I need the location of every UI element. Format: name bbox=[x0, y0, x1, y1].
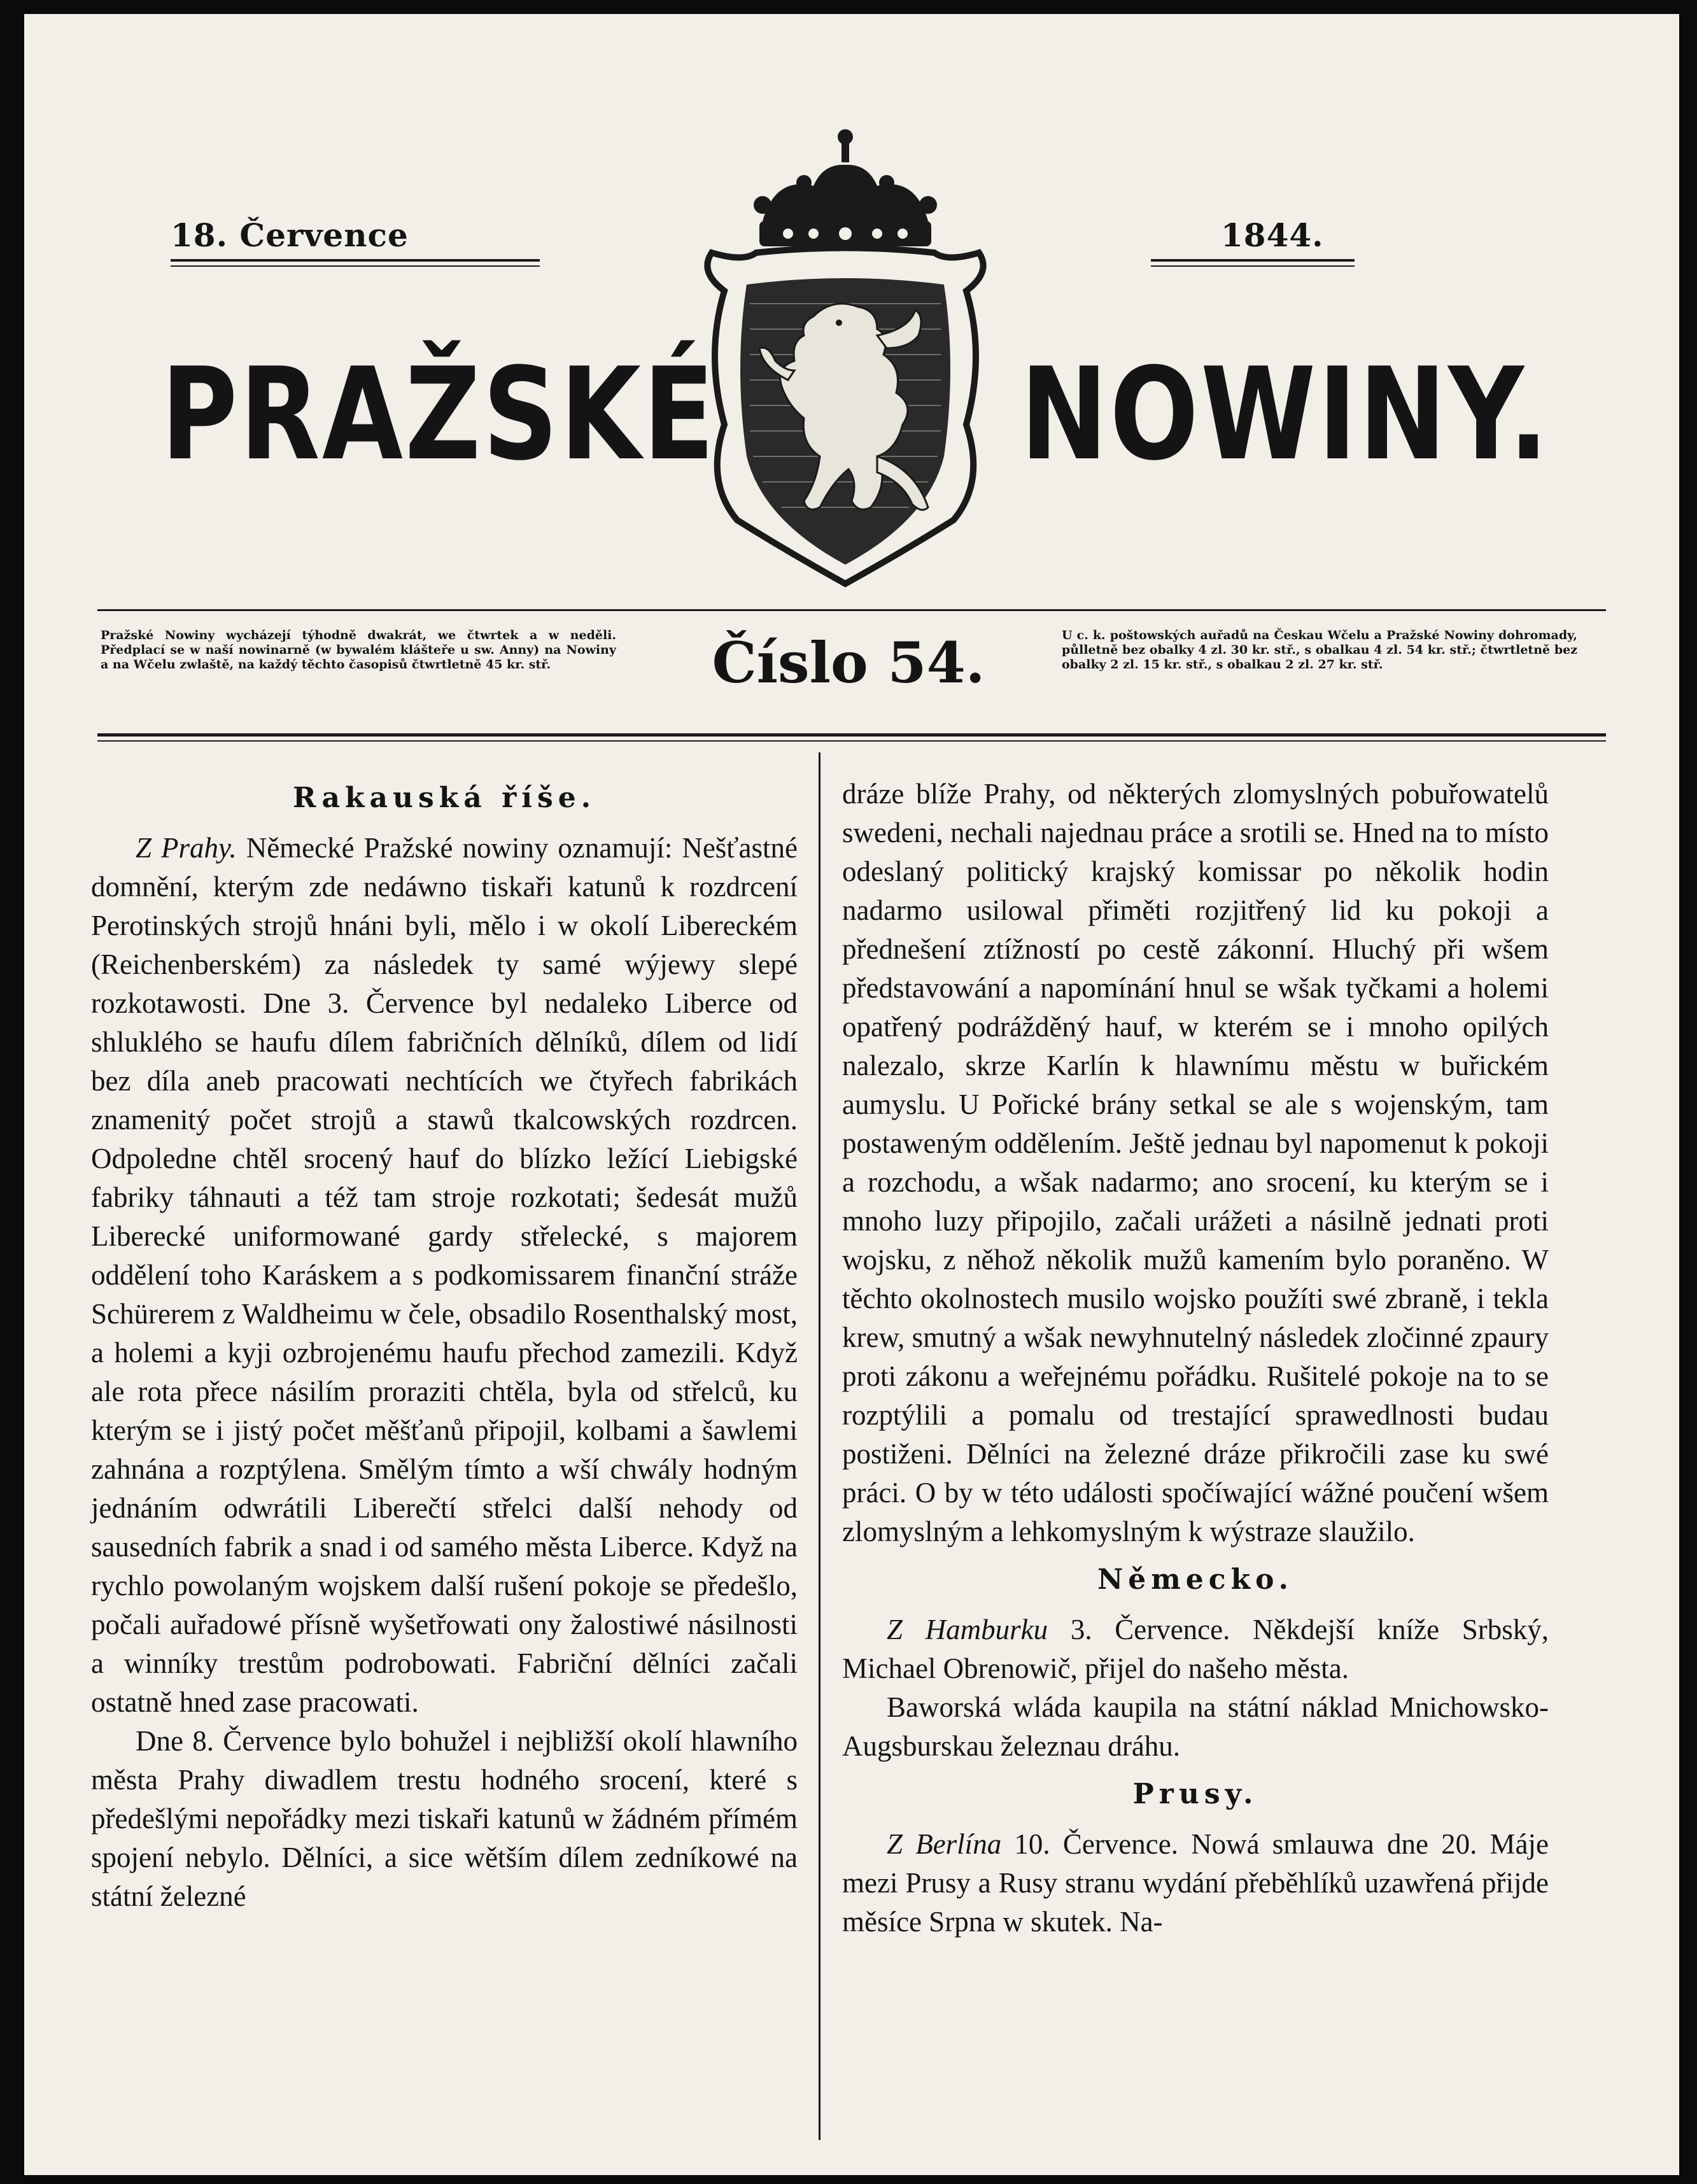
date-underline-left bbox=[171, 259, 540, 262]
left-column bbox=[91, 775, 798, 1916]
article-bavaria: Baworská wláda kaupila na státní náklad Mnichowsko-Augsburskau železnau dráhu. bbox=[842, 1691, 1549, 1762]
issue-year: 1844. bbox=[1221, 216, 1324, 254]
article-prague-1 bbox=[91, 829, 798, 1722]
section-heading-austria: Rakauská říše. bbox=[292, 782, 596, 814]
title-left-word: PRAŽSKÉ bbox=[161, 341, 717, 489]
dateline-berlin: Z Berlína bbox=[887, 1828, 1002, 1860]
subscription-info-right: U c. k. poštowských auřadů na Českau Wčelu a Pražské Nowiny dohromady, půlletně bez obalky 4 zl. 30 kr. stř., s obalkau 4 zl. 54 kr. stř.; čtwrtletně bez obalky 2 zl. 15 kr. stř., s obalkau 2 zl. 27 kr. stř. bbox=[1062, 628, 1577, 672]
article-hamburg-text: 3. Července. Někdejší kníže Srbský, Michael Obrenowič, přijel do našeho města. bbox=[842, 1614, 1549, 1684]
date-underline-left-thin bbox=[171, 265, 540, 267]
article-prague-1-text: Německé Pražské nowiny oznamují: Nešťastné domnění, kterým zde nedáwno tiskaři katunů k rozdrcení Perotinských strojů hnáni byli, mělo i w okolí Libereckém (Reichenberském) za následek ty samé wýjewy slepé rozkotawosti. Dne 3. Července byl nedaleko Liberce od shluklého se haufu dílem fabričních dělníků, dílem od lidí bez díla aneb pracowati nechtících we čtyřech fabrikách znamenitý počet strojů a stawů tkalcowských rozdrcen. Odpoledne chtěl srocený hauf do blízko ležící Liebigské fabriky táhnauti a též tam stroje rozkotati; šedesát mužů Liberecké uniformowané gardy střelecké, s majorem oddělení toho Karáskem a s podkomissarem finanční stráže Schürerem z Waldheimu w čele, obsadilo Rosenthalský most, a holemi a kyji ozbrojenému haufu přechod zamezili. Když ale rota přece násilím proraziti chtěla, byla od střelců, ku kterým se i jistý počet měšťanů připojil, kolbami a šawlemi zahnána a rozptýlena. Smělým tímto a wší chwály hodným jednáním odwrátili Liberečtí střelci další nehody od sausedních fabrik a snad i od samého města Liberce. Když na rychlo powolaným wojskem další rušení pokoje se předešlo, počali auřadowé přísně wyšetřowati ony žalostiwé násilnosti a winníky trestům podrobowati. Fabriční dělníci začali ostatně hned zase pracowati. bbox=[91, 832, 798, 1718]
section-heading-prussia: Prusy. bbox=[1132, 1778, 1258, 1810]
article-prague-2: Dne 8. Července bylo bohužel i nejbližší okolí hlawního města Prahy diwadlem trestu hodného srocení, které s předešlými nepořádky mezi tiskaři katunů w žádném přímém spojení nebylo. Dělníci, a sice wětším dílem zedníkowé na státní železné bbox=[91, 1725, 798, 1912]
subscription-info-left: Pražské Nowiny wycházejí týhodně dwakrát, we čtwrtek a w neděli. Předplací se w naší nowinarně (w bywalém klášteře u sw. Anny) na Nowiny a na Wčelu zwlaště, na každý těchto časopisů čtwrtletně 45 kr. stř. bbox=[101, 628, 616, 672]
section-heading-germany: Německo. bbox=[1097, 1563, 1293, 1596]
bohemian-lion-crest-icon bbox=[686, 125, 1004, 596]
year-underline-right bbox=[1151, 259, 1355, 262]
dateline-hamburg: Z Hamburku bbox=[887, 1614, 1048, 1645]
article-prague-2-continued: dráze blíže Prahy, od některých zlomyslných pobuřowatelů swedeni, nechali najednau práce a srotili se. Hned na to místo odeslaný politický krajský komissar po několik hodin nadarmo usilowal přiměti rozjitřený lid ku pokoji a přednešení ztížností po cestě zákonní. Hluchý při wšem představowání a napomínání hnul se wšak tyčkami a holemi opatřený podrážděný hauf, w kterém se i mnoho opilých nalezalo, skrze Karlín k hlawnímu městu w buřickém aumyslu. U Pořické brány setkal se ale s wojenským, tam postaweným oddělením. Ještě jednau byl napomenut k pokoji a rozchodu, a wšak nadarmo; ano srocení, ku kterým se i mnoho luzy připojilo, začali urážeti a násilně jednati proti wojsku, z něhož několik mužů kamením bylo poraněno. W těchto okolnostech musilo wojsko použíti swé zbraně, i tekla krew, smutný a wšak newyhnutelný následek zločinné zpaury proti zákonu a weřejnému pořádku. Rušitelé pokoje na to se rozptýlili a pomalu od trestající sprawedlnosti budau postiženi. Dělníci na železné dráze přikročili zase ku swé práci. O by w této události spočíwající wážné poučení wšem zlomyslným a lehkomyslným k wýstraze slaužilo. bbox=[842, 778, 1549, 1547]
title-right-word: NOWINY. bbox=[1020, 341, 1551, 489]
issue-date: 18. Července bbox=[171, 216, 409, 254]
info-bottom-rule bbox=[97, 733, 1606, 736]
info-bottom-rule-thin bbox=[97, 740, 1606, 742]
article-berlin bbox=[842, 1825, 1549, 1941]
newspaper-page bbox=[24, 14, 1679, 2175]
column-divider bbox=[819, 752, 820, 2140]
info-top-rule bbox=[97, 609, 1606, 611]
article-berlin-text: 10. Července. Nowá smlauwa dne 20. Máje mezi Prusy a Rusy stranu wydání přeběhlíků uzawřená přijde měsíce Srpna w skutek. Na- bbox=[842, 1828, 1549, 1938]
right-column bbox=[842, 775, 1549, 1941]
issue-number: Číslo 54. bbox=[712, 630, 985, 696]
article-hamburg bbox=[842, 1610, 1549, 1688]
dateline-prague: Z Prahy. bbox=[136, 832, 237, 864]
year-underline-right-thin bbox=[1151, 265, 1355, 267]
